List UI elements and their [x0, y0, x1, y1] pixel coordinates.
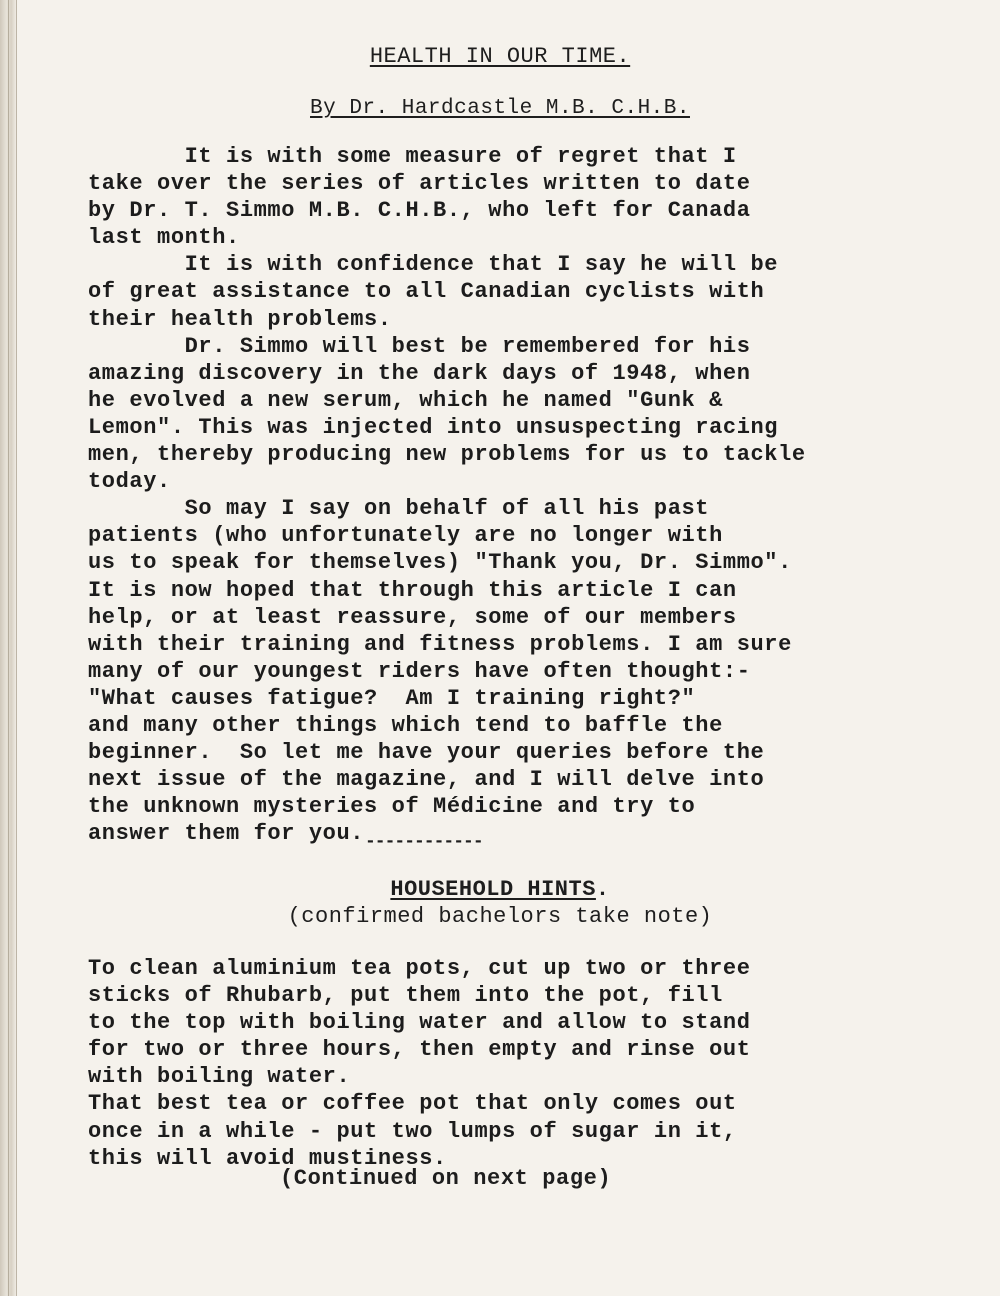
- article-title: [0, 44, 1000, 70]
- text-line: help, or at least reassure, some of our members: [88, 604, 737, 630]
- text-line: men, thereby producing new problems for us to tackle: [88, 442, 806, 468]
- text-line: It is now hoped that through this article I can: [88, 577, 737, 603]
- article-byline-text: By Dr. Hardcastle M.B. C.H.B.: [310, 97, 690, 120]
- text-line: next issue of the magazine, and I will delve into: [88, 767, 765, 793]
- text-line: and many other things which tend to baffle the: [88, 712, 723, 738]
- continued-note: (Continued on next page): [280, 1166, 612, 1191]
- article-body: [88, 143, 968, 847]
- text-line: So may I say on behalf of all his past: [88, 496, 710, 522]
- text-line: with their training and fitness problems. I am sure: [88, 631, 792, 657]
- text-line: amazing discovery in the dark days of 1948, when: [88, 360, 751, 386]
- text-line: for two or three hours, then empty and rinse out: [88, 1037, 751, 1063]
- text-line: us to speak for themselves) "Thank you, Dr. Simmo".: [88, 550, 792, 576]
- article-title-text: HEALTH IN OUR TIME.: [369, 44, 631, 69]
- text-line: with boiling water.: [88, 1064, 351, 1090]
- text-line: to the top with boiling water and allow to stand: [88, 1010, 751, 1036]
- text-line: answer them for you.: [88, 821, 365, 847]
- text-line: It is with some measure of regret that I: [88, 144, 737, 169]
- text-line: the unknown mysteries of Médicine and try to: [88, 794, 696, 820]
- hints-subtitle: (confirmed bachelors take note): [287, 904, 713, 929]
- text-line: That best tea or coffee pot that only comes out: [88, 1091, 737, 1117]
- text-line: To clean aluminium tea pots, cut up two or three: [88, 956, 751, 981]
- text-line: this will avoid mustiness.: [88, 1145, 447, 1171]
- text-line: of great assistance to all Canadian cyclists with: [88, 279, 765, 305]
- text-line: It is with confidence that I say he will be: [88, 252, 779, 278]
- text-line: their health problems.: [88, 306, 392, 332]
- text-line: beginner. So let me have your queries before the: [88, 740, 765, 766]
- text-line: today.: [88, 469, 171, 495]
- text-line: he evolved a new serum, which he named "Gunk &: [88, 387, 723, 413]
- text-line: Dr. Simmo will best be remembered for his: [88, 333, 751, 359]
- text-line: many of our youngest riders have often thought:-: [88, 658, 751, 684]
- text-line: last month.: [88, 225, 240, 251]
- text-line: take over the series of articles written to date: [88, 171, 751, 197]
- text-line: Lemon". This was injected into unsuspecting racing: [88, 414, 779, 440]
- section-divider: ------------: [365, 832, 483, 852]
- text-line: "What causes fatigue? Am I training right?": [88, 685, 696, 711]
- hints-title: HOUSEHOLD HINTS.: [390, 877, 610, 902]
- hints-title-text: HOUSEHOLD HINTS: [390, 877, 596, 902]
- page-binding-edge: [0, 0, 17, 1296]
- text-line: sticks of Rhubarb, put them into the pot, fill: [88, 983, 723, 1009]
- article-byline: [0, 96, 1000, 122]
- text-line: patients (who unfortunately are no longer with: [88, 523, 723, 549]
- text-line: once in a while - put two lumps of sugar in it,: [88, 1118, 737, 1144]
- hints-body: [88, 955, 968, 1172]
- text-line: by Dr. T. Simmo M.B. C.H.B., who left for Canada: [88, 198, 751, 224]
